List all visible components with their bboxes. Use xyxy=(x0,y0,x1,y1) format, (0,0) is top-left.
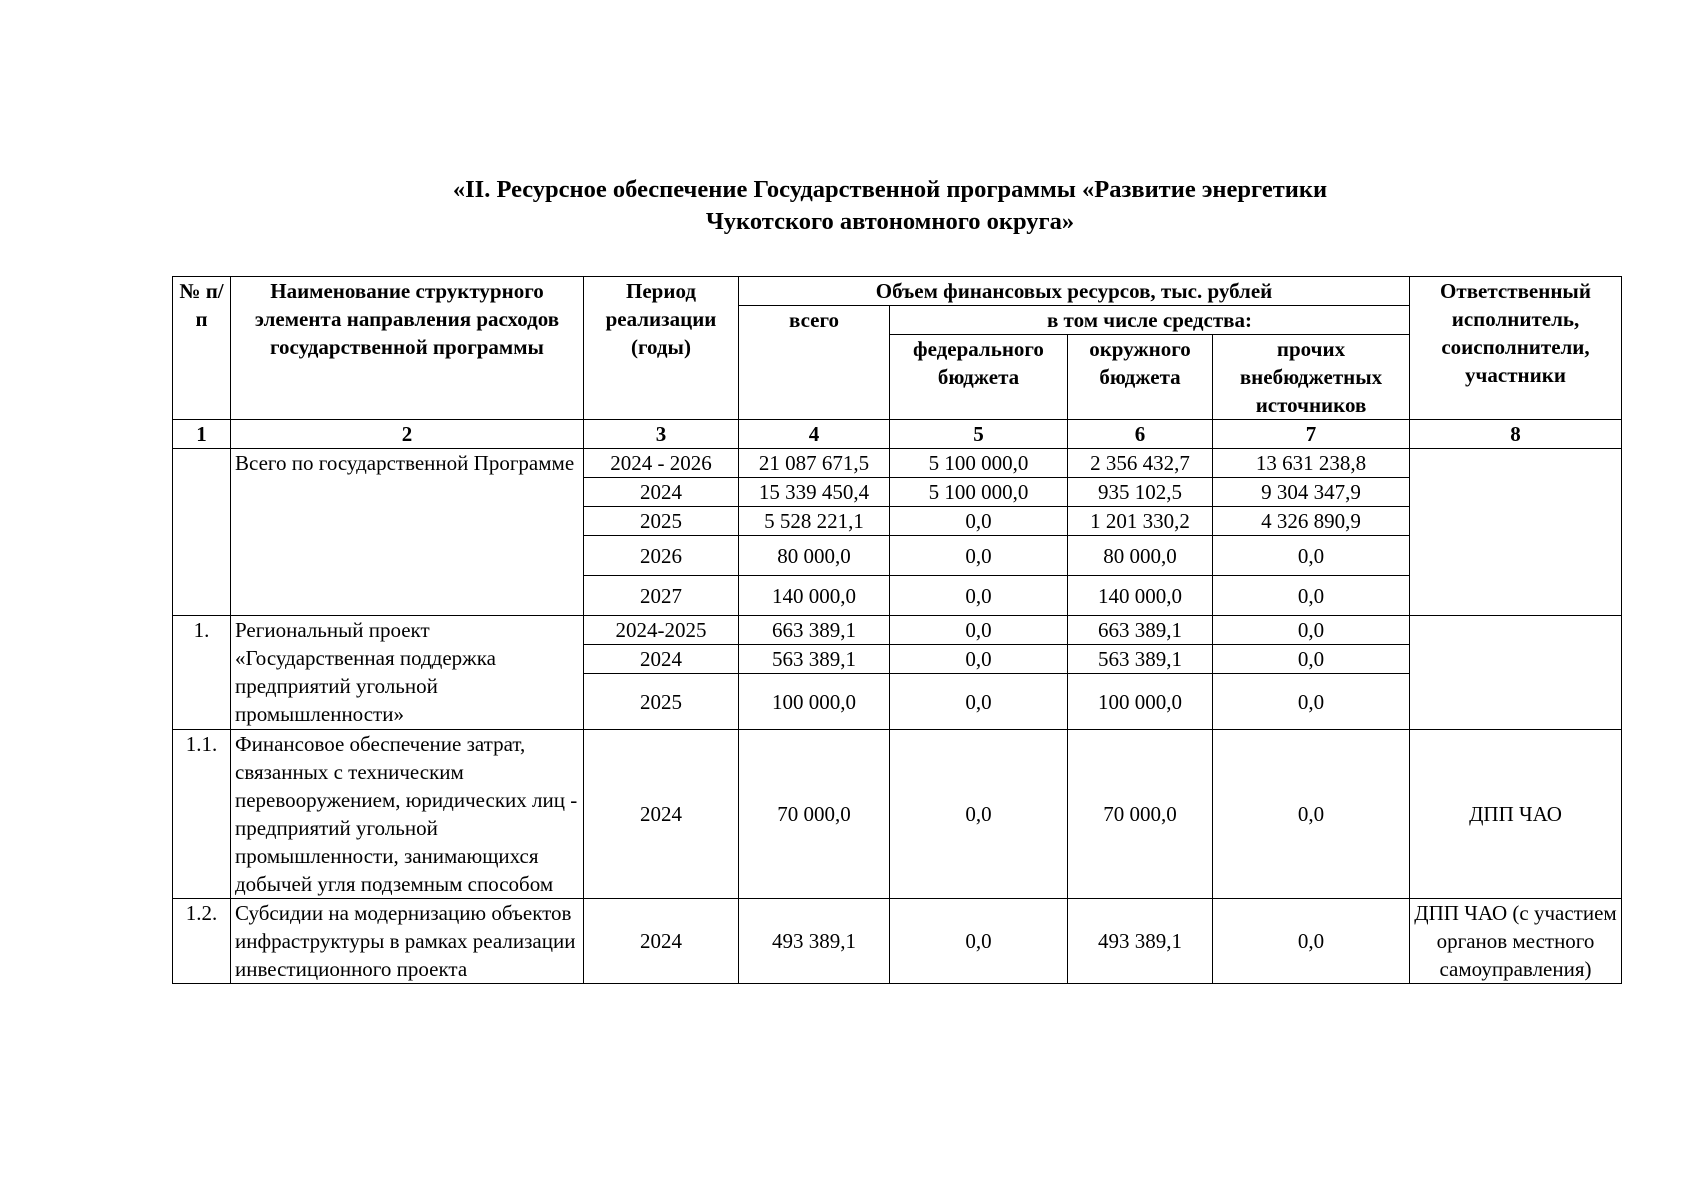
column-number: 4 xyxy=(739,420,890,449)
project-row xyxy=(173,616,1622,645)
header-district: окружного бюджета xyxy=(1068,335,1213,420)
total-name: Всего по государственной Программе xyxy=(231,449,584,616)
column-number: 2 xyxy=(231,420,584,449)
federal-cell: 0,0 xyxy=(890,507,1068,536)
federal-cell: 5 100 000,0 xyxy=(890,449,1068,478)
column-number: 3 xyxy=(584,420,739,449)
other-cell: 0,0 xyxy=(1213,899,1410,984)
period-cell: 2026 xyxy=(584,536,739,576)
project-no: 1. xyxy=(173,616,231,730)
federal-cell: 0,0 xyxy=(890,899,1068,984)
header-row-1 xyxy=(173,277,1622,306)
district-cell: 935 102,5 xyxy=(1068,478,1213,507)
district-cell: 140 000,0 xyxy=(1068,576,1213,616)
district-cell: 70 000,0 xyxy=(1068,730,1213,899)
other-cell: 13 631 238,8 xyxy=(1213,449,1410,478)
header-including: в том числе средства: xyxy=(890,306,1410,335)
total-cell: 493 389,1 xyxy=(739,899,890,984)
header-period: Период реализации (годы) xyxy=(584,277,739,420)
period-cell: 2024 xyxy=(584,645,739,674)
total-cell: 5 528 221,1 xyxy=(739,507,890,536)
other-cell: 4 326 890,9 xyxy=(1213,507,1410,536)
other-cell: 0,0 xyxy=(1213,576,1410,616)
period-cell: 2024 xyxy=(584,478,739,507)
other-cell: 0,0 xyxy=(1213,645,1410,674)
period-cell: 2025 xyxy=(584,674,739,730)
federal-cell: 0,0 xyxy=(890,616,1068,645)
federal-cell: 0,0 xyxy=(890,536,1068,576)
district-cell: 2 356 432,7 xyxy=(1068,449,1213,478)
total-cell: 21 087 671,5 xyxy=(739,449,890,478)
header-total: всего xyxy=(739,306,890,420)
item-no: 1.1. xyxy=(173,730,231,899)
period-cell: 2027 xyxy=(584,576,739,616)
header-no: № п/п xyxy=(173,277,231,420)
district-cell: 663 389,1 xyxy=(1068,616,1213,645)
header-name: Наименование структурного элемента направления расходов государственной программы xyxy=(231,277,584,420)
total-responsible-cell xyxy=(1410,449,1622,616)
title-line-1: «II. Ресурсное обеспечение Государственной программы «Развитие энергетики xyxy=(452,176,1328,203)
period-cell: 2024-2025 xyxy=(584,616,739,645)
total-cell: 70 000,0 xyxy=(739,730,890,899)
federal-cell: 0,0 xyxy=(890,576,1068,616)
total-no-cell xyxy=(173,449,231,616)
project-responsible-cell xyxy=(1410,616,1622,730)
document-title xyxy=(160,174,1620,238)
total-cell: 663 389,1 xyxy=(739,616,890,645)
responsible-cell: ДПП ЧАО xyxy=(1410,730,1622,899)
federal-cell: 0,0 xyxy=(890,730,1068,899)
title-line-2: Чукотского автономного округа» xyxy=(705,208,1075,235)
period-cell: 2025 xyxy=(584,507,739,536)
column-number: 6 xyxy=(1068,420,1213,449)
other-cell: 9 304 347,9 xyxy=(1213,478,1410,507)
total-cell: 563 389,1 xyxy=(739,645,890,674)
other-cell: 0,0 xyxy=(1213,536,1410,576)
period-cell: 2024 xyxy=(584,899,739,984)
federal-cell: 0,0 xyxy=(890,645,1068,674)
district-cell: 100 000,0 xyxy=(1068,674,1213,730)
project-name: Региональный проект «Государственная поддержка предприятий угольной промышленности» xyxy=(231,616,584,730)
total-cell: 15 339 450,4 xyxy=(739,478,890,507)
period-cell: 2024 xyxy=(584,730,739,899)
item-row-1-2 xyxy=(173,899,1622,984)
federal-cell: 5 100 000,0 xyxy=(890,478,1068,507)
responsible-cell: ДПП ЧАО (с участием органов местного самоуправления) xyxy=(1410,899,1622,984)
header-volume: Объем финансовых ресурсов, тыс. рублей xyxy=(739,277,1410,306)
column-number: 1 xyxy=(173,420,231,449)
total-row xyxy=(173,449,1622,478)
item-row-1-1 xyxy=(173,730,1622,899)
column-number: 8 xyxy=(1410,420,1622,449)
district-cell: 80 000,0 xyxy=(1068,536,1213,576)
other-cell: 0,0 xyxy=(1213,730,1410,899)
header-other: прочих внебюджетных источников xyxy=(1213,335,1410,420)
header-responsible: Ответственный исполнитель, соисполнители, участники xyxy=(1410,277,1622,420)
resource-table xyxy=(172,276,1622,984)
federal-cell: 0,0 xyxy=(890,674,1068,730)
column-number-row xyxy=(173,420,1622,449)
item-no: 1.2. xyxy=(173,899,231,984)
total-cell: 140 000,0 xyxy=(739,576,890,616)
total-cell: 80 000,0 xyxy=(739,536,890,576)
district-cell: 563 389,1 xyxy=(1068,645,1213,674)
item-name: Субсидии на модернизацию объектов инфраструктуры в рамках реализации инвестиционного проекта xyxy=(231,899,584,984)
other-cell: 0,0 xyxy=(1213,616,1410,645)
other-cell: 0,0 xyxy=(1213,674,1410,730)
item-name: Финансовое обеспечение затрат, связанных с техническим перевооружением, юридических лиц - предприятий угольной промышленности, занимающихся добычей угля подземным способом xyxy=(231,730,584,899)
total-cell: 100 000,0 xyxy=(739,674,890,730)
column-number: 5 xyxy=(890,420,1068,449)
period-cell: 2024 - 2026 xyxy=(584,449,739,478)
header-federal: федерального бюджета xyxy=(890,335,1068,420)
district-cell: 493 389,1 xyxy=(1068,899,1213,984)
column-number: 7 xyxy=(1213,420,1410,449)
district-cell: 1 201 330,2 xyxy=(1068,507,1213,536)
